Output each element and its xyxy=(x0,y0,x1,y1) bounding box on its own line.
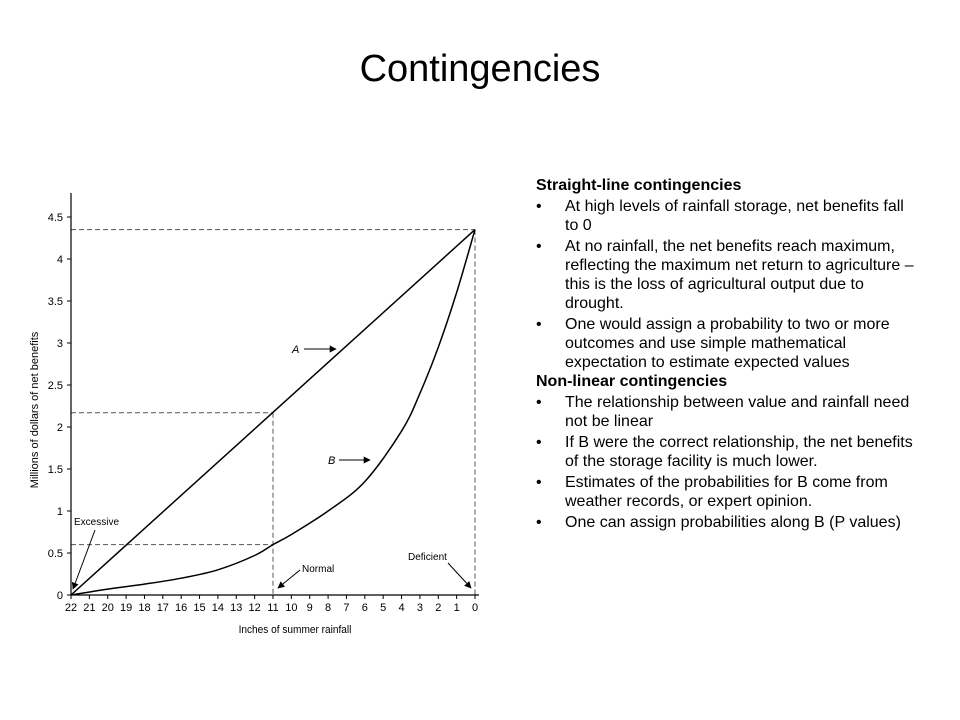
bullet-item xyxy=(536,315,916,372)
annotation-arrow-excessive xyxy=(73,530,95,589)
y-tick-label: 0.5 xyxy=(47,548,63,560)
x-tick-label: 2 xyxy=(435,602,442,614)
bullet-marker: • xyxy=(536,514,542,531)
x-tick-label: 11 xyxy=(267,602,279,614)
x-tick-label: 21 xyxy=(83,602,96,614)
bullet-marker: • xyxy=(536,434,542,451)
x-tick-label: 12 xyxy=(248,602,261,614)
series-label-b: B xyxy=(328,455,336,467)
bullet-list-straight-line xyxy=(536,197,916,372)
bullet-text: At high levels of rainfall storage, net benefits fall to 0 xyxy=(565,198,904,234)
y-tick-label: 2 xyxy=(56,422,63,434)
bullet-list-non-linear xyxy=(536,393,916,532)
bullet-marker: • xyxy=(536,394,542,411)
bullet-item xyxy=(536,237,916,313)
bullet-text: If B were the correct relationship, the net benefits of the storage facility is much lower. xyxy=(565,434,913,470)
bullet-marker: • xyxy=(536,316,542,333)
annotation-arrow-normal xyxy=(278,570,300,588)
section-heading-straight-line: Straight-line contingencies xyxy=(536,177,742,194)
bullet-text: The relationship between value and rainfall need not be linear xyxy=(565,394,910,430)
bullet-marker: • xyxy=(536,238,542,255)
axes xyxy=(71,193,479,595)
x-tick-label: 14 xyxy=(211,602,225,614)
y-tick-label: 4.5 xyxy=(47,212,63,224)
x-tick-label: 18 xyxy=(138,602,151,614)
bullet-text: One can assign probabilities along B (P values) xyxy=(565,514,901,531)
y-tick-label: 4 xyxy=(56,254,63,266)
x-tick-label: 7 xyxy=(343,602,350,614)
x-tick-label: 15 xyxy=(193,602,206,614)
y-tick-label: 0 xyxy=(56,590,63,602)
annotations xyxy=(73,344,471,589)
x-axis-label: Inches of summer rainfall xyxy=(238,623,352,637)
bullet-text: Estimates of the probabilities for B come from weather records, or expert opinion. xyxy=(565,474,888,510)
bullet-item xyxy=(536,393,916,431)
bullet-text: At no rainfall, the net benefits reach maximum, reflecting the maximum net return to agriculture – this is the loss of agricultural output due to drought. xyxy=(565,238,914,312)
bullet-item xyxy=(536,473,916,511)
bullet-item xyxy=(536,433,916,471)
x-tick-label: 19 xyxy=(119,602,133,614)
x-tick-label: 5 xyxy=(380,602,387,614)
section-heading-non-linear: Non-linear contingencies xyxy=(536,373,728,390)
x-tick-label: 6 xyxy=(361,602,368,614)
x-tick-label: 8 xyxy=(325,602,332,614)
bullet-text: One would assign a probability to two or more outcomes and use simple mathematical expectation to estimate expected values xyxy=(565,316,890,371)
x-tick-label: 4 xyxy=(398,602,405,614)
y-tick-label: 2.5 xyxy=(47,380,63,392)
y-tick-label: 1 xyxy=(56,506,63,518)
y-tick-label: 3.5 xyxy=(47,296,63,308)
x-tick-label: 17 xyxy=(156,602,169,614)
x-tick-label: 0 xyxy=(471,602,479,614)
annotation-deficient: Deficient xyxy=(408,552,447,563)
chart xyxy=(20,175,510,645)
annotation-normal: Normal xyxy=(302,564,335,575)
x-tick-label: 16 xyxy=(175,602,188,614)
annotation-excessive: Excessive xyxy=(74,517,120,528)
bullet-marker: • xyxy=(536,474,542,491)
x-tick-label: 13 xyxy=(230,602,243,614)
x-tick-label: 10 xyxy=(285,602,298,614)
y-axis-label: Millions of dollars of net benefits xyxy=(29,331,41,489)
bullet-item xyxy=(536,513,916,532)
x-tick-label: 3 xyxy=(416,602,423,614)
x-axis-ticks xyxy=(65,595,478,614)
x-tick-label: 1 xyxy=(453,602,460,614)
bullet-marker: • xyxy=(536,198,542,215)
x-tick-label: 20 xyxy=(101,602,114,614)
x-tick-label: 22 xyxy=(64,602,78,614)
slide-title: Contingencies xyxy=(359,48,601,90)
x-tick-label: 9 xyxy=(306,602,313,614)
annotation-arrow-deficient xyxy=(448,563,471,588)
series-label-a: A xyxy=(292,344,300,356)
y-axis-ticks xyxy=(48,212,71,602)
y-tick-label: 3 xyxy=(56,338,63,350)
bullet-item xyxy=(536,197,916,235)
y-tick-label: 1.5 xyxy=(47,464,63,476)
notes-panel xyxy=(536,176,916,532)
